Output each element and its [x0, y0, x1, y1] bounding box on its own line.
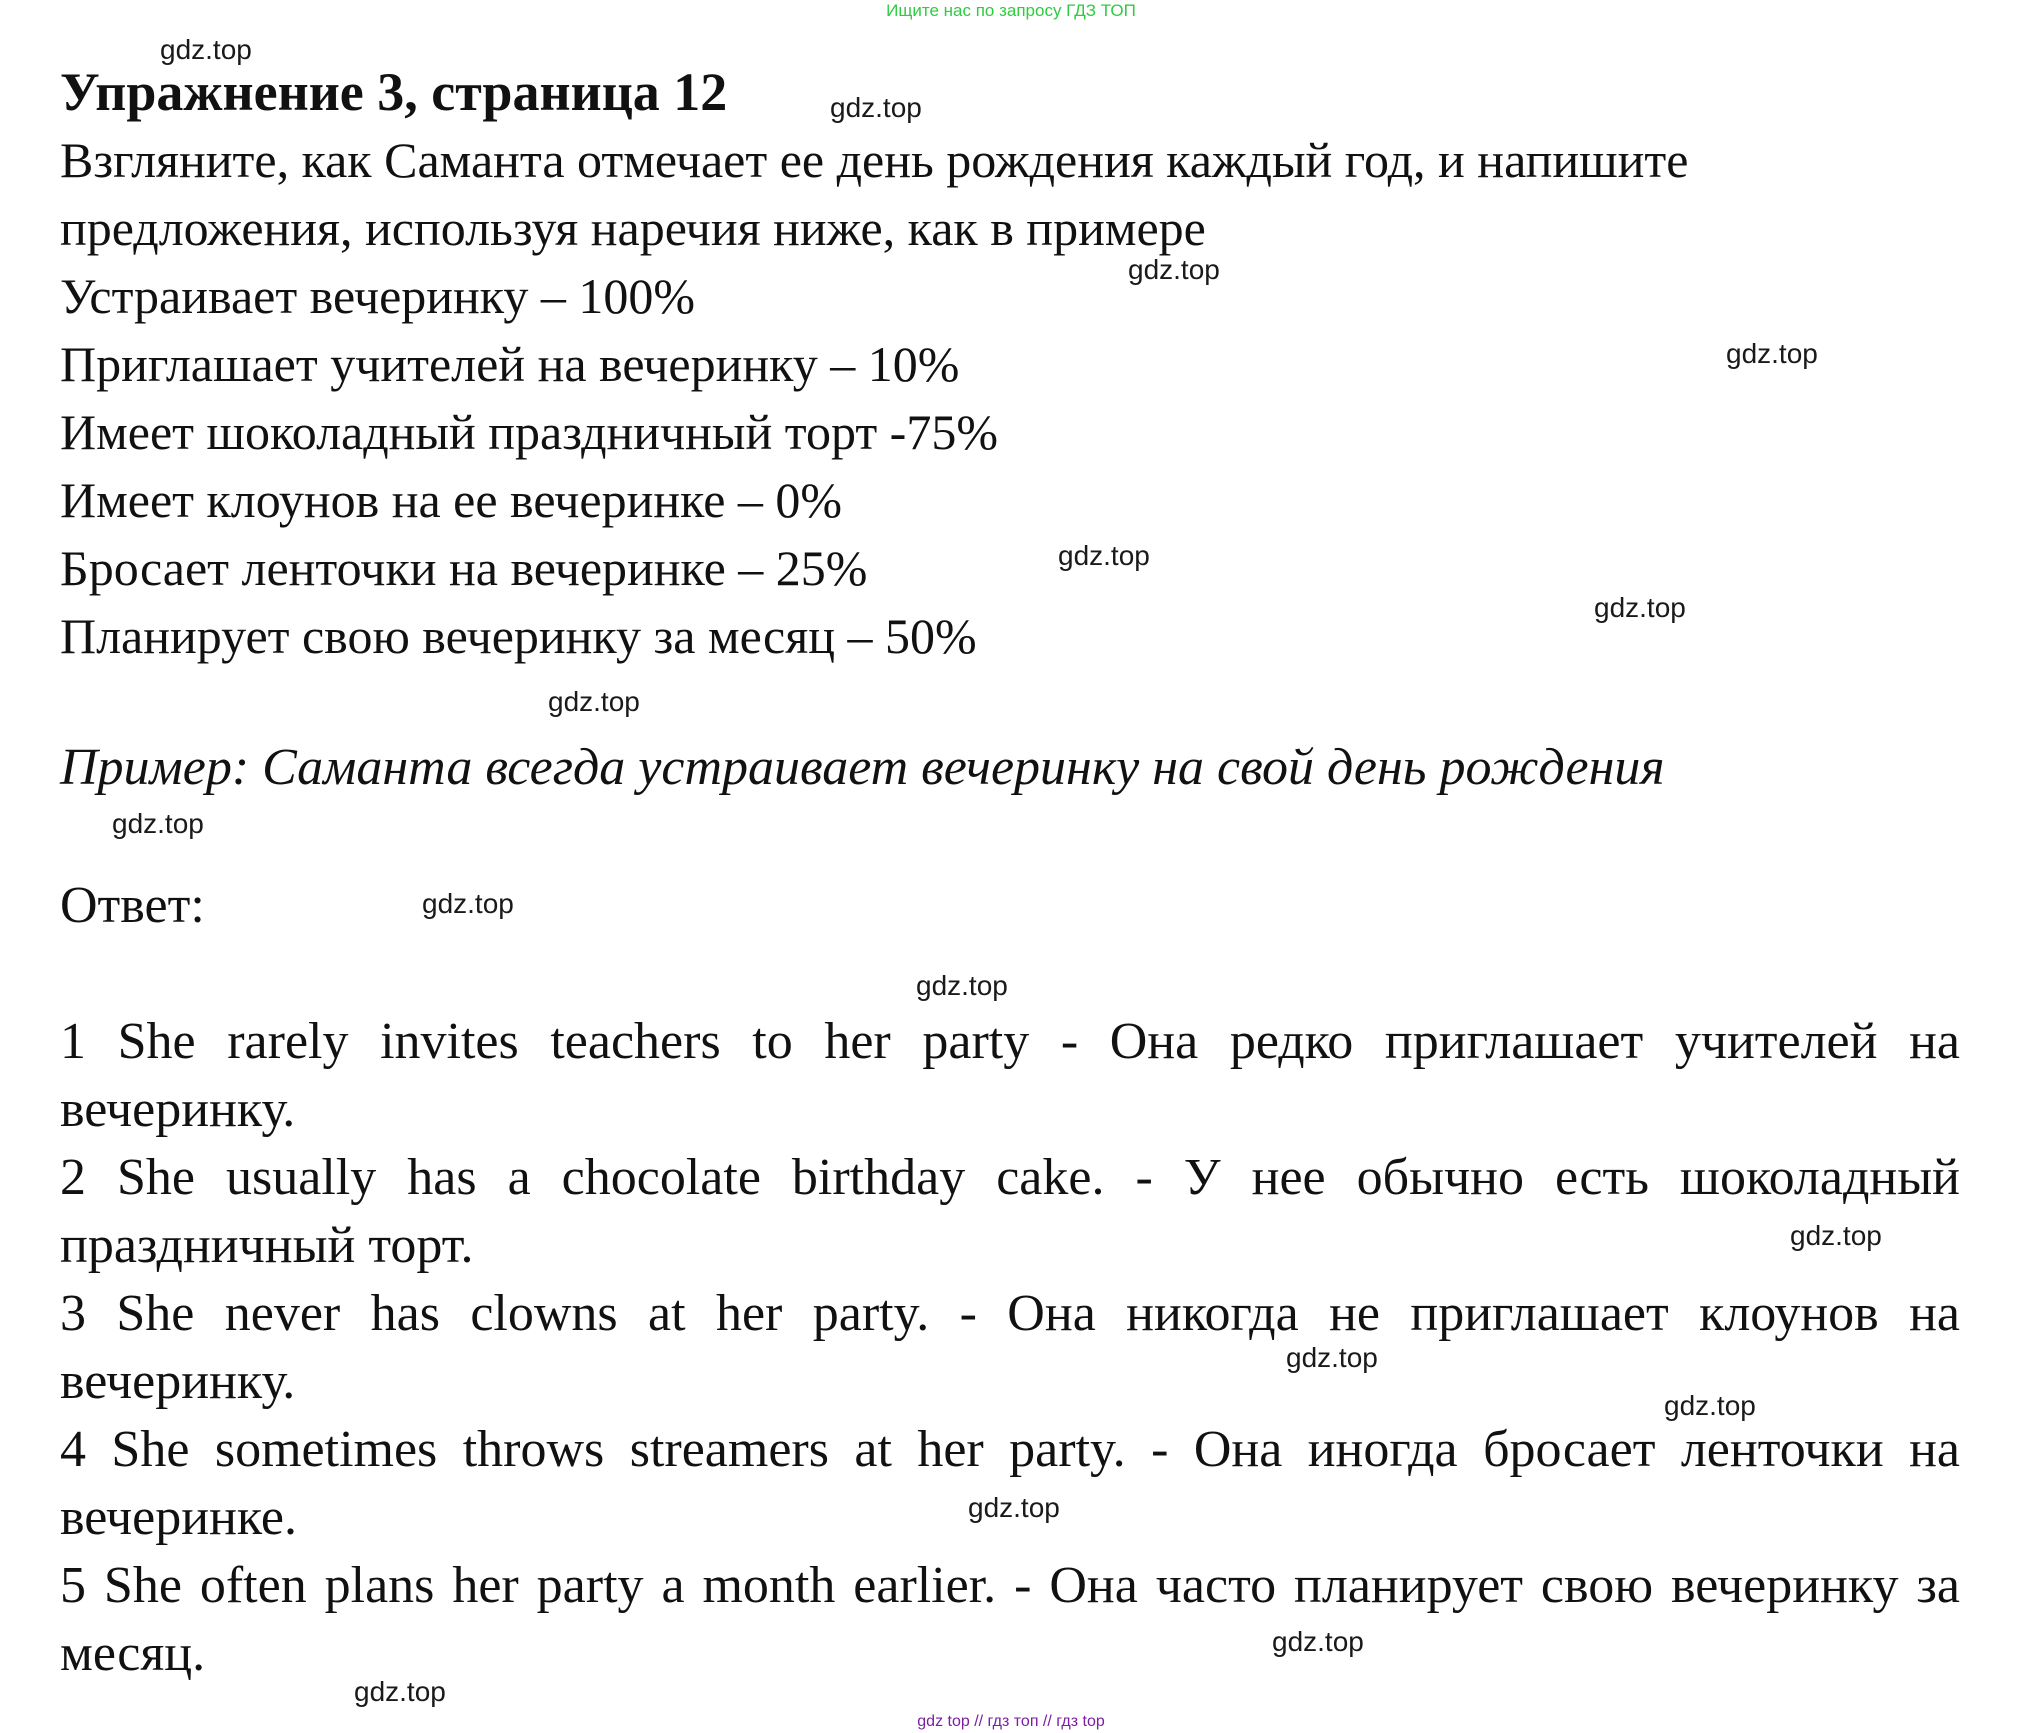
watermark: gdz.top [112, 808, 204, 839]
watermark: gdz.top [422, 888, 514, 919]
watermark: gdz.top [548, 686, 640, 717]
top-banner[interactable]: Ищите нас по запросу ГДЗ ТОП [886, 1, 1136, 20]
list-item: Бросает ленточки на вечеринке – 25% [60, 540, 868, 596]
watermark: gdz.top [1726, 338, 1818, 369]
watermark: gdz.top [1790, 1220, 1882, 1251]
answer-item: 1 She rarely invites teachers to her party - Она редко приглашает учителей на вечеринку. [60, 1013, 1960, 1138]
list-item: Имеет шоколадный праздничный торт -75% [60, 404, 998, 460]
bottom-banner[interactable]: gdz top // гдз топ // гдз top [917, 1713, 1105, 1730]
list-item: Приглашает учителей на вечеринку – 10% [60, 336, 960, 392]
answer-item: 3 She never has clowns at her party. - Она никогда не приглашает клоунов на вечеринку. [60, 1285, 1960, 1410]
watermark: gdz.top [1128, 254, 1220, 285]
answer-label: Ответ: [60, 877, 205, 934]
watermark: gdz.top [1272, 1626, 1364, 1657]
watermark: gdz.top [354, 1676, 446, 1707]
watermark: gdz.top [830, 92, 922, 123]
answer-list [60, 1008, 1960, 1688]
answer-item: 5 She often plans her party a month earlier. - Она часто планирует свою вечеринку за месяц. [60, 1557, 1960, 1682]
answer-item: 4 She sometimes throws streamers at her party. - Она иногда бросает ленточки на вечеринке. [60, 1421, 1960, 1546]
watermark: gdz.top [1058, 540, 1150, 571]
watermark: gdz.top [160, 34, 252, 65]
list-item: Имеет клоунов на ее вечеринке – 0% [60, 472, 843, 528]
example-sentence: Пример: Саманта всегда устраивает вечеринку на свой день рождения [60, 739, 1665, 796]
list-item: Устраивает вечеринку – 100% [60, 268, 696, 324]
watermark: gdz.top [916, 970, 1008, 1001]
watermark: gdz.top [1286, 1342, 1378, 1373]
page-title: Упражнение 3, страница 12 [60, 62, 728, 122]
watermark: gdz.top [1594, 592, 1686, 623]
watermark: gdz.top [968, 1492, 1060, 1523]
answer-item: 2 She usually has a chocolate birthday cake. - У нее обычно есть шоколадный праздничный торт. [60, 1149, 1960, 1274]
instruction [60, 126, 1960, 262]
list-item: Планирует свою вечеринку за месяц – 50% [60, 608, 977, 664]
instruction-line: предложения, используя наречия ниже, как в примере [60, 200, 1206, 256]
instruction-line: Взгляните, как Саманта отмечает ее день рождения каждый год, и напишите [60, 132, 1689, 188]
watermark: gdz.top [1664, 1390, 1756, 1421]
